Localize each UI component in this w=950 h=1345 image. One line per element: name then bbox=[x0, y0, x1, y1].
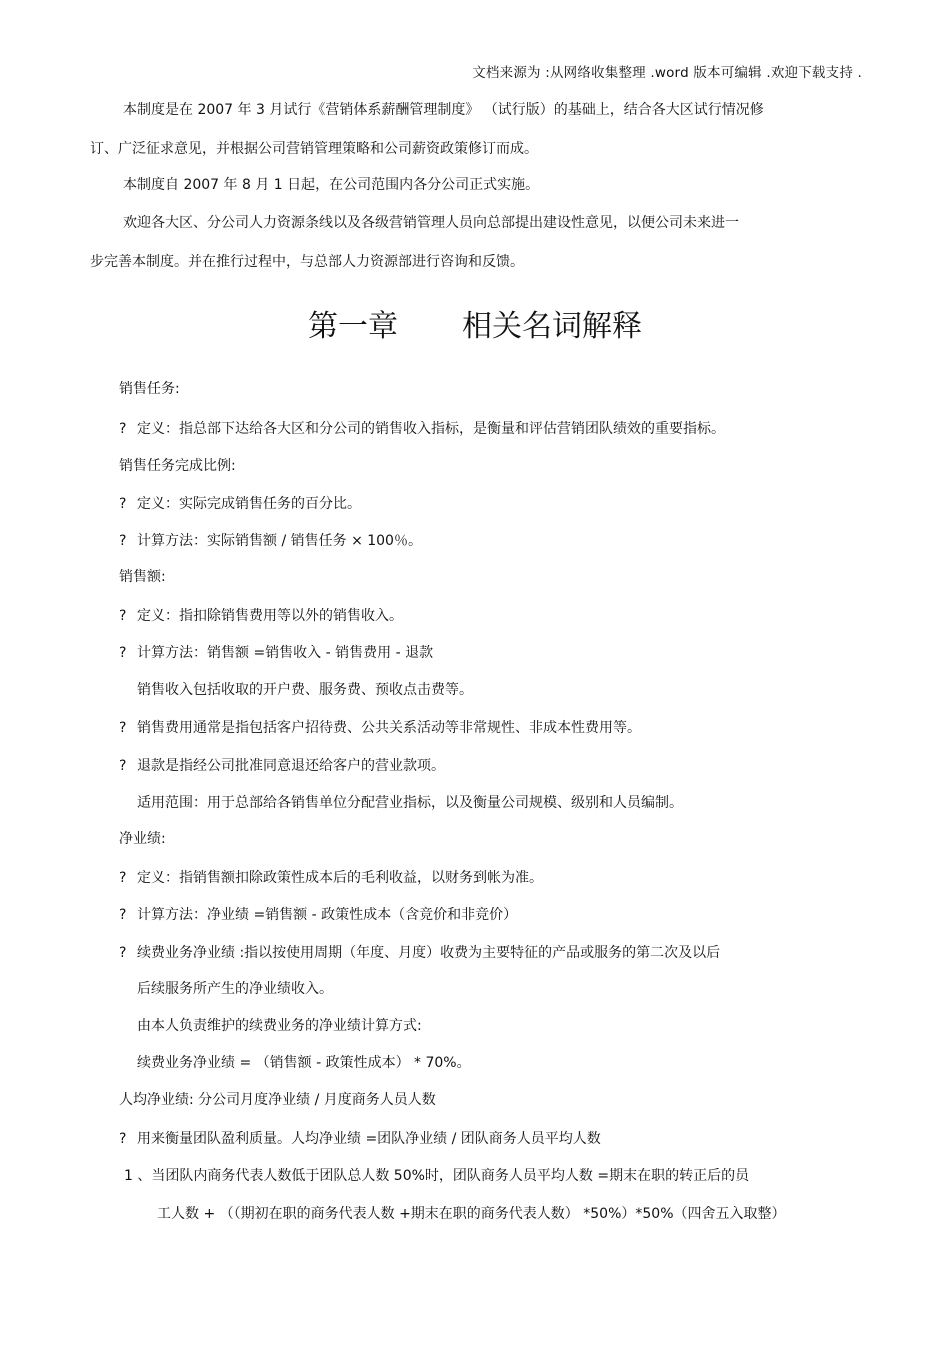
list-item-text: 销售费用通常是指包括客户招待费、公共关系活动等非常规性、非成本性费用等。 bbox=[137, 720, 641, 736]
list-item-text: 定义：指总部下达给各大区和分公司的销售收入指标，是衡量和评估营销团队绩效的重要指标。 bbox=[137, 421, 725, 437]
list-item bbox=[119, 944, 720, 962]
chapter-heading bbox=[0, 308, 950, 346]
list-item bbox=[119, 719, 641, 737]
list-item-text: 定义：指扣除销售费用等以外的销售收入。 bbox=[137, 608, 403, 624]
rule-1-line-2: 工人数 + （（期初在职的商务代表人数 +期末在职的商务代表人数） *50%）*50%（四舍五入取整） bbox=[157, 1206, 786, 1222]
bullet-mark: ? bbox=[119, 907, 127, 923]
bullet-mark: ? bbox=[119, 533, 127, 549]
scope-note: 适用范围：用于总部给各销售单位分配营业指标，以及衡量公司规模、级别和人员编制。 bbox=[137, 795, 683, 811]
bullet-mark: ? bbox=[119, 870, 127, 886]
rule-1-line-1: 1 、当团队内商务代表人数低于团队总人数 50%时，团队商务人员平均人数 =期末在职的转正后的员 bbox=[124, 1168, 750, 1184]
list-item bbox=[119, 906, 517, 924]
term-net-performance: 净业绩: bbox=[119, 831, 166, 847]
intro-paragraph-3-line-1: 欢迎各大区、分公司人力资源条线以及各级营销管理人员向总部提出建设性意见，以便公司未来进一 bbox=[123, 215, 739, 231]
term-per-capita-net-performance: 人均净业绩: 分公司月度净业绩 / 月度商务人员人数 bbox=[119, 1092, 436, 1108]
list-item-text: 计算方法：销售额 =销售收入 - 销售费用 - 退款 bbox=[137, 645, 434, 661]
sales-revenue-note: 销售收入包括收取的开户费、服务费、预收点击费等。 bbox=[137, 682, 473, 698]
list-item bbox=[119, 869, 543, 887]
bullet-mark: ? bbox=[119, 720, 127, 736]
list-item-text: 退款是指经公司批准同意退还给客户的营业款项。 bbox=[137, 758, 445, 774]
bullet-mark: ? bbox=[119, 496, 127, 512]
list-item-text: 定义：实际完成销售任务的百分比。 bbox=[137, 496, 361, 512]
chapter-title: 相关名词解释 bbox=[462, 309, 642, 344]
renewal-formula: 续费业务净业绩 = （销售额 - 政策性成本） * 70%。 bbox=[137, 1055, 471, 1071]
list-item-text: 定义：指销售额扣除政策性成本后的毛利收益，以财务到帐为准。 bbox=[137, 870, 543, 886]
intro-paragraph-1-line-2: 订、广泛征求意见，并根据公司营销管理策略和公司薪资政策修订而成。 bbox=[90, 141, 538, 157]
list-item bbox=[119, 420, 725, 438]
intro-paragraph-3-line-2: 步完善本制度。并在推行过程中，与总部人力资源部进行咨询和反馈。 bbox=[90, 254, 524, 270]
bullet-mark: ? bbox=[119, 758, 127, 774]
term-sales-task-ratio: 销售任务完成比例: bbox=[119, 458, 236, 474]
list-item-text: 计算方法：实际销售额 / 销售任务 × 100％。 bbox=[137, 533, 422, 549]
intro-paragraph-2: 本制度自 2007 年 8 月 1 日起，在公司范围内各分公司正式实施。 bbox=[123, 177, 540, 193]
bullet-mark: ? bbox=[119, 421, 127, 437]
renewal-calc-intro: 由本人负责维护的续费业务的净业绩计算方式: bbox=[137, 1018, 422, 1034]
list-item bbox=[119, 644, 433, 662]
bullet-mark: ? bbox=[119, 645, 127, 661]
term-sales-amount: 销售额: bbox=[119, 569, 166, 585]
document-source-note: 文档来源为 :从网络收集整理 .word 版本可编辑 .欢迎下载支持 . bbox=[472, 65, 862, 81]
list-item-text: 用来衡量团队盈利质量。人均净业绩 =团队净业绩 / 团队商务人员平均人数 bbox=[137, 1131, 601, 1147]
renewal-continuation: 后续服务所产生的净业绩收入。 bbox=[137, 981, 333, 997]
list-item bbox=[119, 1130, 601, 1148]
list-item bbox=[119, 495, 361, 513]
intro-paragraph-1-line-1: 本制度是在 2007 年 3 月试行《营销体系薪酬管理制度》 （试行版）的基础上，结合各大区试行情况修 bbox=[123, 102, 764, 118]
chapter-number: 第一章 bbox=[308, 309, 398, 344]
bullet-mark: ? bbox=[119, 945, 127, 961]
term-sales-task: 销售任务: bbox=[119, 381, 180, 397]
bullet-mark: ? bbox=[119, 608, 127, 624]
list-item-text: 续费业务净业绩 :指以按使用周期（年度、月度）收费为主要特征的产品或服务的第二次及以后 bbox=[137, 945, 721, 961]
list-item-text: 计算方法：净业绩 =销售额 - 政策性成本（含竞价和非竞价） bbox=[137, 907, 518, 923]
list-item bbox=[119, 532, 422, 550]
list-item bbox=[119, 607, 403, 625]
list-item bbox=[119, 757, 445, 775]
bullet-mark: ? bbox=[119, 1131, 127, 1147]
